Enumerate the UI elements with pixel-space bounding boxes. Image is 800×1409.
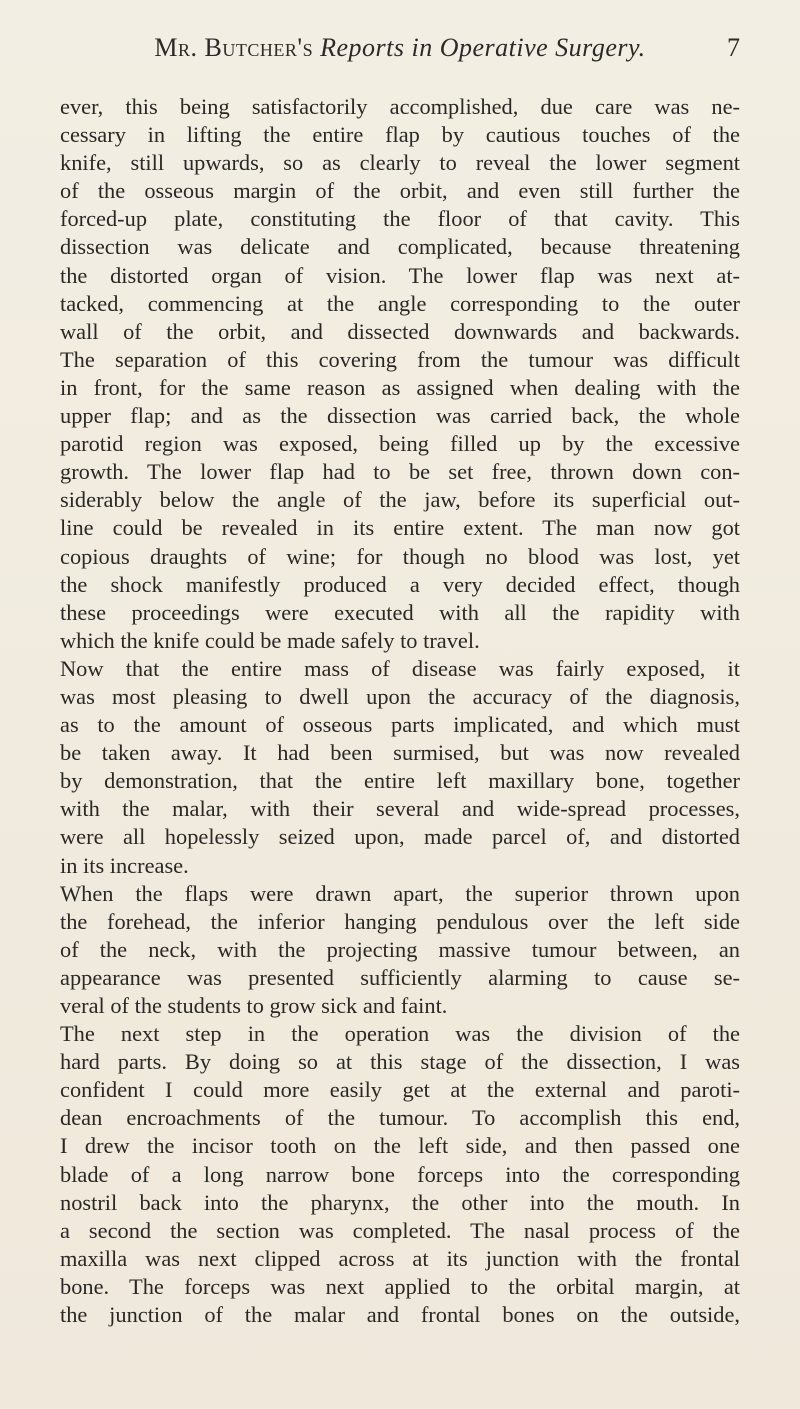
text-line: I drew the incisor tooth on the left side, and then passed one — [60, 1133, 740, 1159]
text-line: ever, this being satisfactorily accomplished, due care was ne- — [60, 94, 740, 119]
running-title-work: Reports in Operative Surgery. — [320, 33, 646, 62]
text-line: hard parts. By doing so at this stage of the dissection, I was — [60, 1049, 740, 1075]
text-line: growth. The lower flap had to be set free, thrown down con- — [60, 459, 740, 485]
text-line: be taken away. It had been surmised, but was now revealed — [60, 740, 740, 766]
text-line: a second the section was completed. The nasal process of the — [60, 1217, 740, 1243]
text-line: The separation of this covering from the tumour was difficult — [60, 346, 740, 372]
text-line: appearance was presented sufficiently alarming to cause se- — [60, 964, 740, 990]
text-line: as to the amount of osseous parts implicated, and which must — [60, 712, 740, 738]
running-title — [60, 33, 740, 63]
text-line: dissection was delicate and complicated, because threatening — [60, 234, 740, 260]
text-line: these proceedings were executed with all the rapidity with — [60, 599, 740, 625]
running-header — [60, 33, 740, 81]
text-line: of the osseous margin of the orbit, and even still further the — [60, 178, 740, 204]
text-line: the distorted organ of vision. The lower flap was next at- — [60, 262, 740, 288]
text-line: maxilla was next clipped across at its junction with the frontal — [60, 1245, 740, 1271]
text-line: was most pleasing to dwell upon the accuracy of the diagnosis, — [60, 683, 740, 709]
text-line: tacked, commencing at the angle corresponding to the outer — [60, 290, 740, 316]
text-line: The next step in the operation was the division of the — [60, 1021, 740, 1047]
text-line: in its increase. — [60, 852, 189, 878]
text-line: bone. The forceps was next applied to the orbital margin, at — [60, 1273, 740, 1299]
text-line: blade of a long narrow bone forceps into the corresponding — [60, 1161, 740, 1187]
text-line: the forehead, the inferior hanging pendulous over the left side — [60, 908, 740, 934]
body-text — [60, 93, 740, 1329]
text-line: with the malar, with their several and wide-spread processes, — [60, 796, 740, 822]
text-line: wall of the orbit, and dissected downwards and backwards. — [60, 318, 740, 344]
running-title-author: Mr. Butcher's — [154, 33, 314, 62]
text-line: dean encroachments of the tumour. To accomplish this end, — [60, 1105, 740, 1131]
text-line: Now that the entire mass of disease was fairly exposed, it — [60, 655, 740, 681]
text-line: nostril back into the pharynx, the other into the mouth. In — [60, 1189, 740, 1215]
text-line: forced-up plate, constituting the floor of that cavity. This — [60, 206, 740, 232]
text-line: the junction of the malar and frontal bones on the outside, — [60, 1302, 740, 1328]
text-line: When the flaps were drawn apart, the superior thrown upon — [60, 880, 740, 906]
text-line: veral of the students to grow sick and faint. — [60, 993, 448, 1018]
text-line: the shock manifestly produced a very decided effect, though — [60, 571, 740, 597]
text-line: confident I could more easily get at the external and paroti- — [60, 1077, 740, 1103]
text-line: parotid region was exposed, being filled up by the excessive — [60, 431, 740, 457]
text-line: by demonstration, that the entire left maxillary bone, together — [60, 768, 740, 794]
text-line: which the knife could be made safely to travel. — [60, 627, 480, 653]
text-line: knife, still upwards, so as clearly to reveal the lower segment — [60, 150, 740, 176]
text-line: cessary in lifting the entire flap by cautious touches of the — [60, 122, 740, 148]
text-line: line could be revealed in its entire extent. The man now got — [60, 515, 740, 541]
text-line: were all hopelessly seized upon, made parcel of, and distorted — [60, 824, 740, 850]
page-number: 7 — [727, 33, 740, 62]
text-line: in front, for the same reason as assigned when dealing with the — [60, 374, 740, 400]
text-line: upper flap; and as the dissection was carried back, the whole — [60, 403, 740, 429]
text-line: of the neck, with the projecting massive tumour between, an — [60, 936, 740, 962]
text-line: siderably below the angle of the jaw, before its superficial out- — [60, 487, 740, 513]
text-line: copious draughts of wine; for though no blood was lost, yet — [60, 543, 740, 569]
